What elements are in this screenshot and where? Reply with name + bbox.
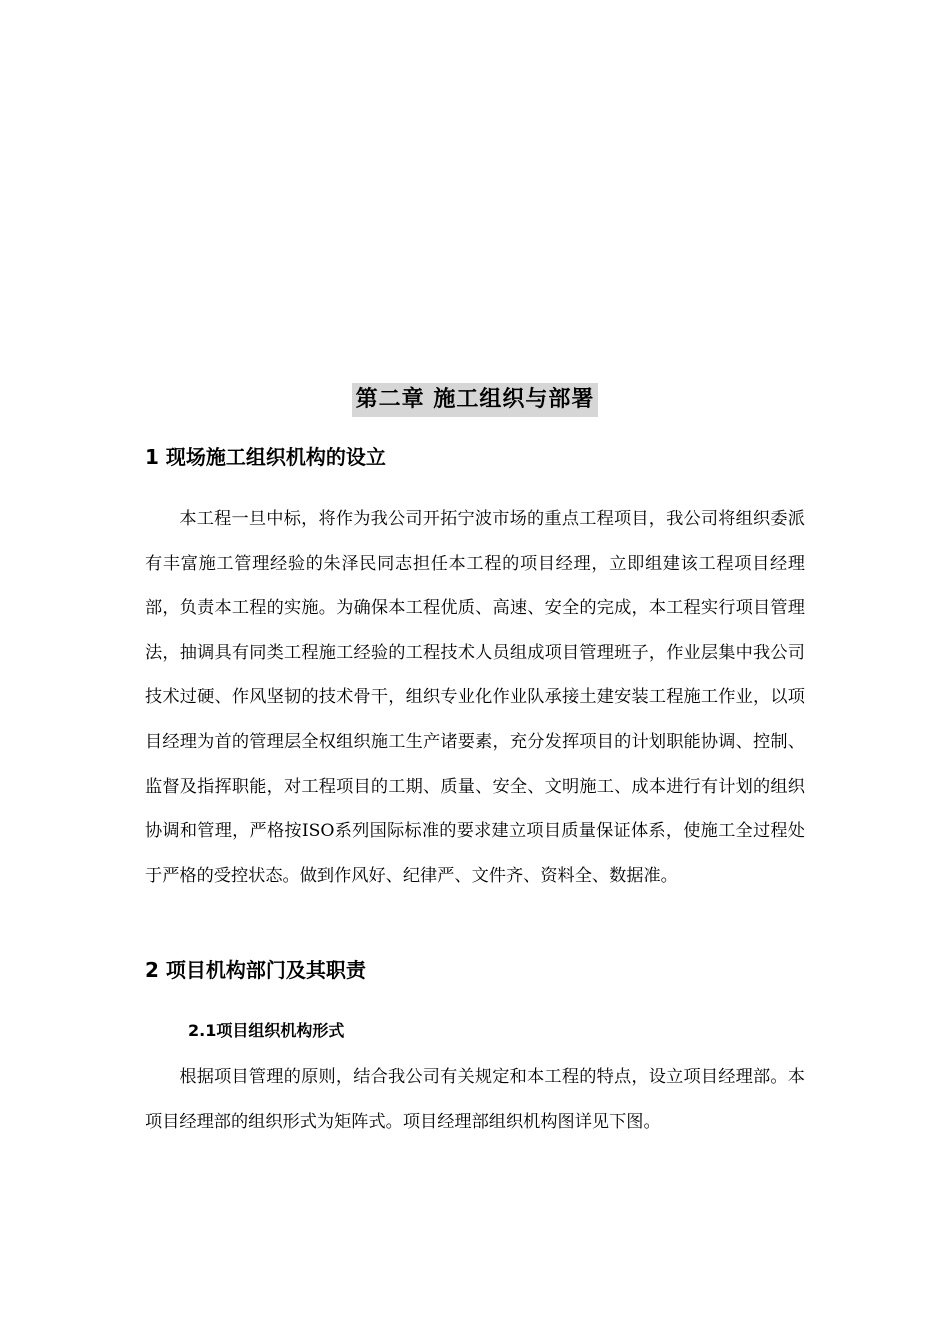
section-1-paragraph: 本工程一旦中标，将作为我公司开拓宁波市场的重点工程项目，我公司将组织委派有丰富施工管理经验的朱泽民同志担任本工程的项目经理，立即组建该工程项目经理部，负责本工程的实施。为确保本工程优质、高速、安全的完成，本工程实行项目管理法，抽调具有同类工程施工经验的工程技术人员组成项目管理班子，作业层集中我公司技术过硬、作风坚韧的技术骨干，组织专业化作业队承接土建安装工程施工作业，以项目经理为首的管理层全权组织施工生产诸要素，充分发挥项目的计划职能协调、控制、监督及指挥职能，对工程项目的工期、质量、安全、文明施工、成本进行有计划的组织协调和管理，严格按ISO系列国际标准的要求建立项目质量保证体系，使施工全过程处于严格的受控状态。做到作风好、纪律严、文件齐、资料全、数据准。 (145, 509, 805, 886)
section-1-heading: 1 现场施工组织机构的设立 (145, 445, 386, 469)
subsection-2-1-paragraph: 根据项目管理的原则，结合我公司有关规定和本工程的特点，设立项目经理部。本项目经理部的组织形式为矩阵式。项目经理部组织机构图详见下图。 (145, 1067, 805, 1132)
subsection-2-1-heading: 2.1项目组织机构形式 (188, 1021, 345, 1040)
section-2-heading: 2 项目机构部门及其职责 (145, 958, 366, 982)
chapter-title (0, 383, 950, 417)
chapter-title-text: 第二章 施工组织与部署 (352, 383, 599, 417)
